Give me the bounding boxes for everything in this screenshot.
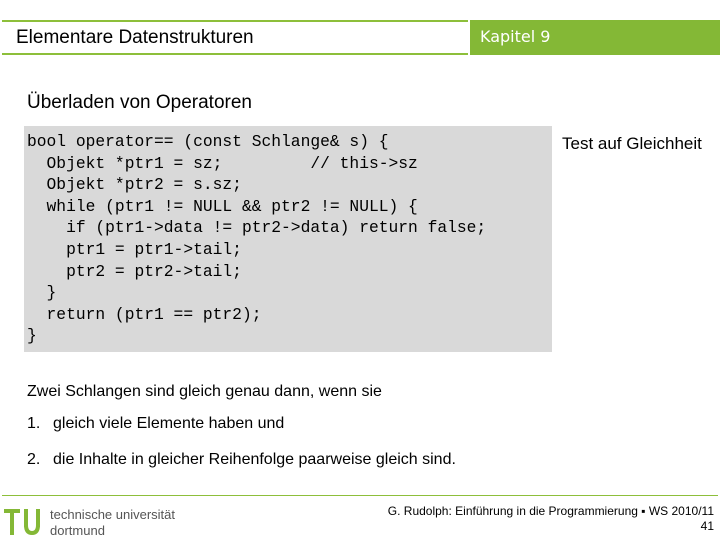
footer-credit	[388, 504, 714, 534]
code-line: ptr1 = ptr1->tail;	[66, 239, 242, 259]
list-item-text: die Inhalte in gleicher Reihenfolge paarweise gleich sind.	[53, 451, 456, 468]
section-title: Überladen von Operatoren	[27, 92, 252, 113]
code-line: Objekt *ptr1 = sz; // this->sz	[46, 153, 418, 173]
tu-logo-icon	[2, 503, 192, 539]
header-divider-bottom	[2, 53, 468, 55]
logo-text-line2: dortmund	[50, 523, 105, 538]
page-number: 41	[700, 519, 714, 533]
header-title: Elementare Datenstrukturen	[16, 27, 254, 48]
code-block	[24, 126, 552, 352]
code-line: if (ptr1->data != ptr2->data) return false;	[66, 218, 487, 238]
list-item-number: 1.	[27, 415, 41, 432]
list-item-text: gleich viele Elemente haben und	[53, 415, 285, 432]
code-line: Objekt *ptr2 = s.sz;	[46, 175, 242, 195]
code-text	[27, 131, 486, 347]
university-logo	[2, 503, 192, 539]
chapter-label: Kapitel 9	[480, 27, 551, 46]
list-item-number: 2.	[27, 451, 41, 468]
intro-text: Zwei Schlangen sind gleich genau dann, wenn sie	[27, 383, 382, 400]
code-line: while (ptr1 != NULL && ptr2 != NULL) {	[46, 196, 418, 216]
code-line: }	[27, 326, 37, 346]
chapter-badge	[470, 20, 720, 55]
footer-divider	[2, 495, 718, 496]
code-line: bool operator== (const Schlange& s) {	[27, 132, 389, 151]
logo-text-line1: technische universität	[50, 507, 176, 522]
list-item	[27, 415, 284, 433]
code-line: return (ptr1 == ptr2);	[46, 304, 262, 324]
code-line: ptr2 = ptr2->tail;	[66, 261, 242, 281]
side-note: Test auf Gleichheit	[562, 134, 702, 153]
footer-credit-text: G. Rudolph: Einführung in die Programmierung ▪ WS 2010/11	[387, 504, 714, 518]
code-line: }	[46, 283, 57, 303]
list-item	[27, 451, 456, 469]
header-divider-top	[2, 20, 468, 22]
